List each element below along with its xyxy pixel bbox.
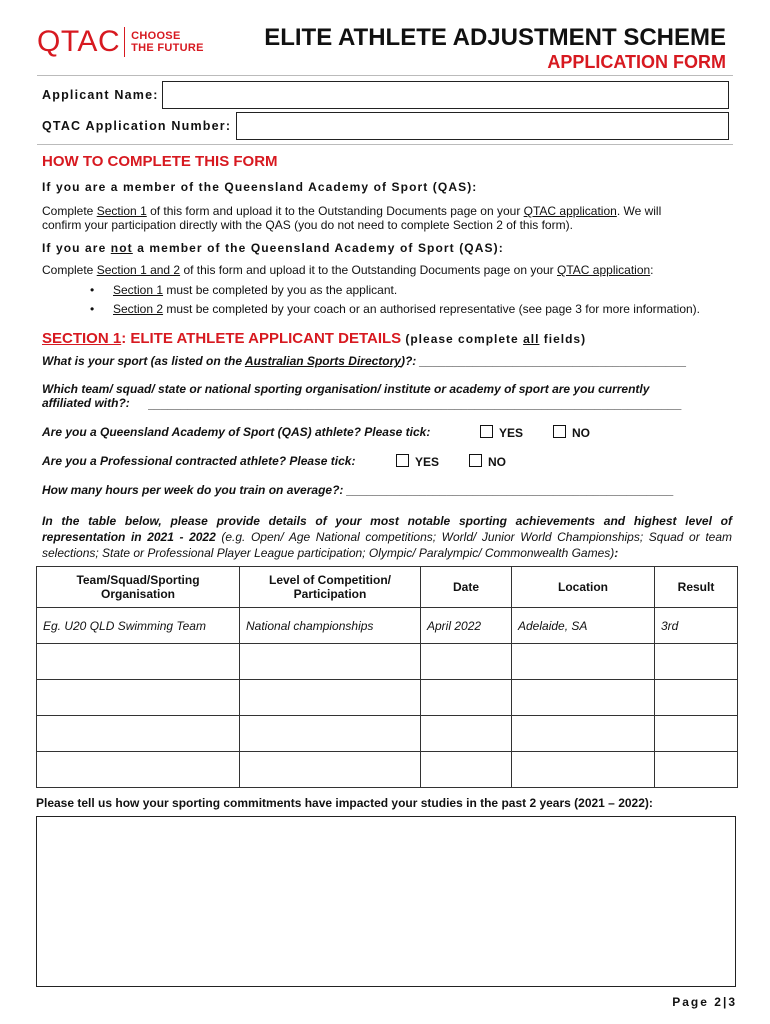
document-subtitle: APPLICATION FORM: [547, 52, 726, 72]
table-cell: National championships: [240, 608, 421, 644]
applicant-name-label: Applicant Name:: [42, 88, 159, 102]
logo-wordmark: QTAC: [37, 25, 121, 58]
section1-heading: [42, 330, 586, 347]
section1-note: [405, 332, 586, 346]
table-cell[interactable]: [240, 680, 421, 716]
checkbox[interactable]: [480, 425, 493, 438]
table-header-row: [37, 567, 738, 608]
list-item: [90, 283, 397, 297]
text: fields): [539, 332, 587, 346]
text: . We will: [616, 204, 662, 218]
table-cell[interactable]: [421, 752, 512, 788]
checkbox[interactable]: [469, 454, 482, 467]
table-cell[interactable]: [240, 752, 421, 788]
table-cell: Adelaide, SA: [512, 608, 655, 644]
text: If you are: [42, 241, 111, 255]
impact-answer-box[interactable]: [36, 816, 736, 987]
column-header: Level of Competition/ Participation: [240, 567, 421, 608]
table-cell[interactable]: [655, 680, 738, 716]
table-intro: [42, 513, 732, 561]
pro-no-option[interactable]: [469, 454, 506, 469]
qtac-application-link[interactable]: QTAC application: [557, 263, 651, 277]
applicant-name-field[interactable]: [162, 81, 729, 109]
logo-tagline: [131, 30, 204, 54]
text: NO: [572, 426, 590, 440]
section1-2-link[interactable]: Section 1 and 2: [96, 263, 181, 277]
table-cell[interactable]: [655, 716, 738, 752]
text: NO: [488, 455, 506, 469]
text: YES: [499, 426, 524, 440]
sports-directory-link[interactable]: Australian Sports Directory: [244, 354, 401, 368]
list-item: [90, 302, 700, 316]
checkbox[interactable]: [396, 454, 409, 467]
bullet: •: [90, 302, 95, 316]
table-row: [37, 680, 738, 716]
table-cell[interactable]: [655, 644, 738, 680]
how-to-heading: HOW TO COMPLETE THIS FORM: [42, 153, 278, 170]
text: 2: [714, 995, 723, 1009]
table-cell: Eg. U20 QLD Swimming Team: [37, 608, 240, 644]
column-header: Result: [655, 567, 738, 608]
text: must be completed by your coach or an authorised representative (see page 3 for more information).: [163, 302, 700, 316]
section1-link[interactable]: Section 1: [113, 283, 164, 297]
text: all: [523, 332, 540, 346]
table-cell: April 2022: [421, 608, 512, 644]
column-header: Team/Squad/Sporting Organisation: [37, 567, 240, 608]
table-row: [37, 608, 738, 644]
text: Which team/ squad/ state or national sporting organisation/ institute or academy of sport are you currently: [42, 382, 650, 396]
table-cell[interactable]: [240, 716, 421, 752]
table-cell: 3rd: [655, 608, 738, 644]
table-row: [37, 752, 738, 788]
section2-link[interactable]: Section 2: [113, 302, 164, 316]
column-header: Date: [421, 567, 512, 608]
member-instructions: [42, 204, 732, 232]
text: )?: ________________________________________: [400, 354, 687, 368]
document-title: ELITE ATHLETE ADJUSTMENT SCHEME: [264, 24, 726, 51]
table-cell[interactable]: [512, 680, 655, 716]
table-cell[interactable]: [655, 752, 738, 788]
table-cell[interactable]: [421, 680, 512, 716]
divider: [37, 75, 733, 76]
qas-question: Are you a Queensland Academy of Sport (QAS) athlete? Please tick:: [42, 425, 431, 439]
table-row: [37, 644, 738, 680]
table-cell[interactable]: [512, 752, 655, 788]
application-number-field[interactable]: [236, 112, 729, 140]
table-cell[interactable]: [37, 716, 240, 752]
text: confirm your participation directly with the QAS (you do not need to complete Section 2 of this form).: [42, 218, 573, 232]
table-cell[interactable]: [37, 644, 240, 680]
section1-link[interactable]: Section 1: [96, 204, 147, 218]
text: a member of the Queensland Academy of Sport (QAS):: [132, 241, 504, 255]
divider: [37, 144, 733, 145]
text: Complete: [42, 263, 97, 277]
page-number: Page 2|3: [672, 995, 737, 1009]
pro-question: Are you a Professional contracted athlete? Please tick:: [42, 454, 356, 468]
text: (please complete: [405, 332, 524, 346]
logo-divider: [124, 27, 125, 57]
column-header: Location: [512, 567, 655, 608]
checkbox[interactable]: [553, 425, 566, 438]
hours-question[interactable]: How many hours per week do you train on average?: _________________________________________________: [42, 483, 674, 497]
member-heading: If you are a member of the Queensland Academy of Sport (QAS):: [42, 180, 478, 194]
table-cell[interactable]: [512, 644, 655, 680]
bullet: •: [90, 283, 95, 297]
application-number-label: QTAC Application Number:: [42, 119, 232, 133]
not-emphasis: not: [110, 241, 133, 255]
impact-question: Please tell us how your sporting commitments have impacted your studies in the past 2 years (2021 – 2022):: [36, 796, 653, 810]
text: :: [614, 546, 619, 560]
logo-tagline-line2: THE FUTURE: [131, 42, 204, 54]
qtac-logo: [37, 27, 204, 57]
text: of this form and upload it to the Outstanding Documents page on your: [146, 204, 524, 218]
text: Complete: [42, 204, 97, 218]
text: What is your sport (as listed on the: [42, 354, 245, 368]
text: In the table below, please provide details of your most notable sporting achievements and highest level of representation in 2021 - 2022: [42, 514, 732, 544]
table-cell[interactable]: [421, 644, 512, 680]
nonmember-heading: [42, 241, 504, 255]
nonmember-instructions: [42, 263, 654, 277]
team-answer-line[interactable]: ________________________________________________________________________________: [148, 397, 682, 411]
table-cell[interactable]: [240, 644, 421, 680]
text: affiliated with?:: [42, 396, 130, 410]
table-cell[interactable]: [37, 752, 240, 788]
qas-yes-option[interactable]: [480, 425, 523, 440]
text: Page: [672, 995, 709, 1009]
table-cell[interactable]: [421, 716, 512, 752]
text: YES: [415, 455, 440, 469]
text: :: [650, 263, 654, 277]
table-row: [37, 716, 738, 752]
qas-no-option[interactable]: [553, 425, 590, 440]
pro-yes-option[interactable]: [396, 454, 439, 469]
achievements-table: [36, 566, 738, 788]
text: of this form and upload it to the Outstanding Documents page on your: [180, 263, 558, 277]
text: : ELITE ATHLETE APPLICANT DETAILS: [121, 330, 406, 347]
text: must be completed by you as the applicant.: [163, 283, 398, 297]
text: 3: [728, 995, 737, 1009]
table-cell[interactable]: [37, 680, 240, 716]
table-cell[interactable]: [512, 716, 655, 752]
sport-question[interactable]: [42, 354, 687, 368]
logo-tagline-line1: CHOOSE: [131, 30, 181, 42]
qtac-application-link[interactable]: QTAC application: [523, 204, 617, 218]
text: (e.g. Open/ Age National competitions; World/ Junior World Championships; Squad or team selections; State or Professional Player League participation; Olympic/ Paralympic/ Commonwealth Games): [42, 530, 732, 560]
section1-anchor: SECTION 1: [42, 330, 122, 347]
